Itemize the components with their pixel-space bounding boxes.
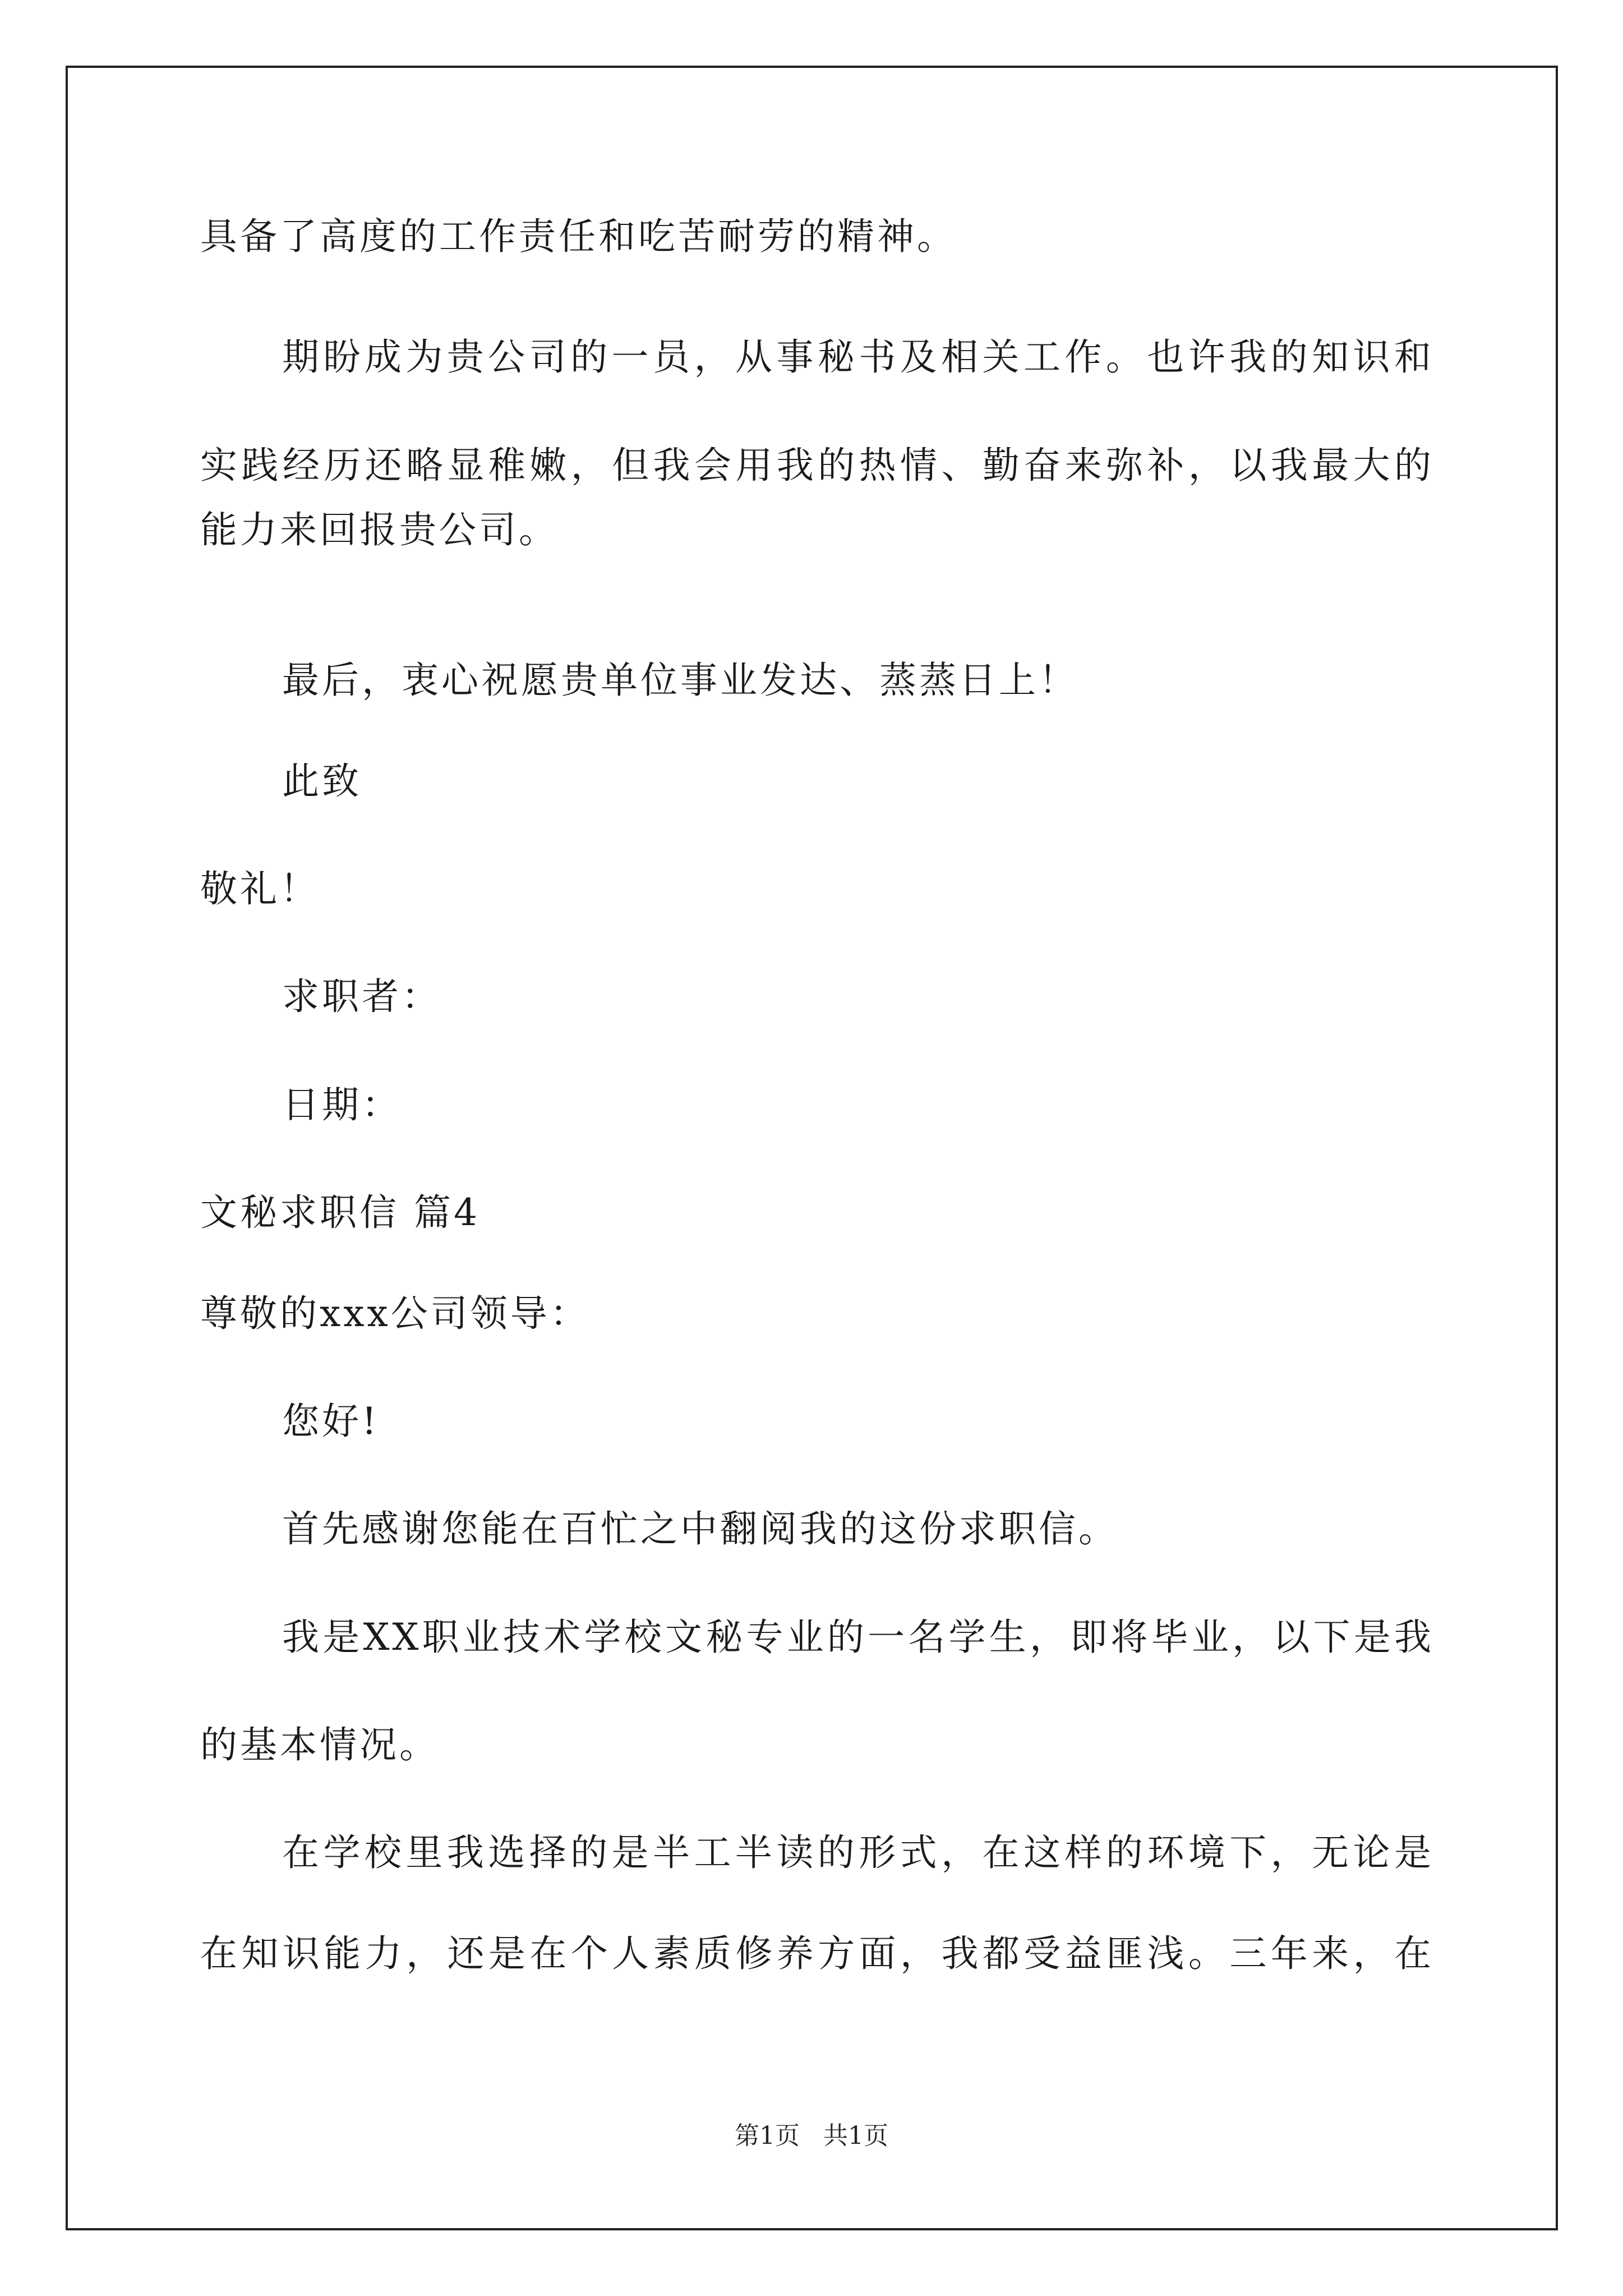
text-line: 的基本情况。 [200, 1723, 439, 1766]
page-total: 共1页 [823, 2122, 888, 2150]
text-line: 敬礼！ [200, 867, 320, 910]
page-border [66, 66, 1558, 2230]
text-line: 具备了高度的工作责任和吃苦耐劳的精神。 [200, 215, 957, 258]
text-line: 期盼成为贵公司的一员，从事秘书及相关工作。也许我的知识和 [282, 335, 1434, 379]
page-number: 第1页 [735, 2122, 800, 2150]
text-line: 能力来回报贵公司。 [200, 508, 559, 551]
text-line: 最后，衷心祝愿贵单位事业发达、蒸蒸日上！ [282, 659, 1078, 702]
text-line: 首先感谢您能在百忙之中翻阅我的这份求职信。 [282, 1507, 1118, 1550]
text-line: 我是XX职业技术学校文秘专业的一名学生，即将毕业，以下是我 [282, 1616, 1434, 1659]
text-line: 实践经历还略显稚嫩，但我会用我的热情、勤奋来弥补，以我最大的 [200, 444, 1434, 487]
page-footer [0, 2120, 1623, 2152]
greeting: 您好! [282, 1400, 380, 1443]
text-line: 求职者： [282, 975, 441, 1018]
text-line: 此致 [282, 760, 362, 803]
text-line: 在知识能力，还是在个人素质修养方面，我都受益匪浅。三年来，在 [200, 1932, 1434, 1975]
section-heading: 文秘求职信 篇4 [200, 1191, 480, 1234]
text-line: 日期： [282, 1083, 402, 1126]
text-line: 在学校里我选择的是半工半读的形式，在这样的环境下，无论是 [282, 1831, 1434, 1874]
salutation: 尊敬的xxx公司领导： [200, 1292, 590, 1335]
